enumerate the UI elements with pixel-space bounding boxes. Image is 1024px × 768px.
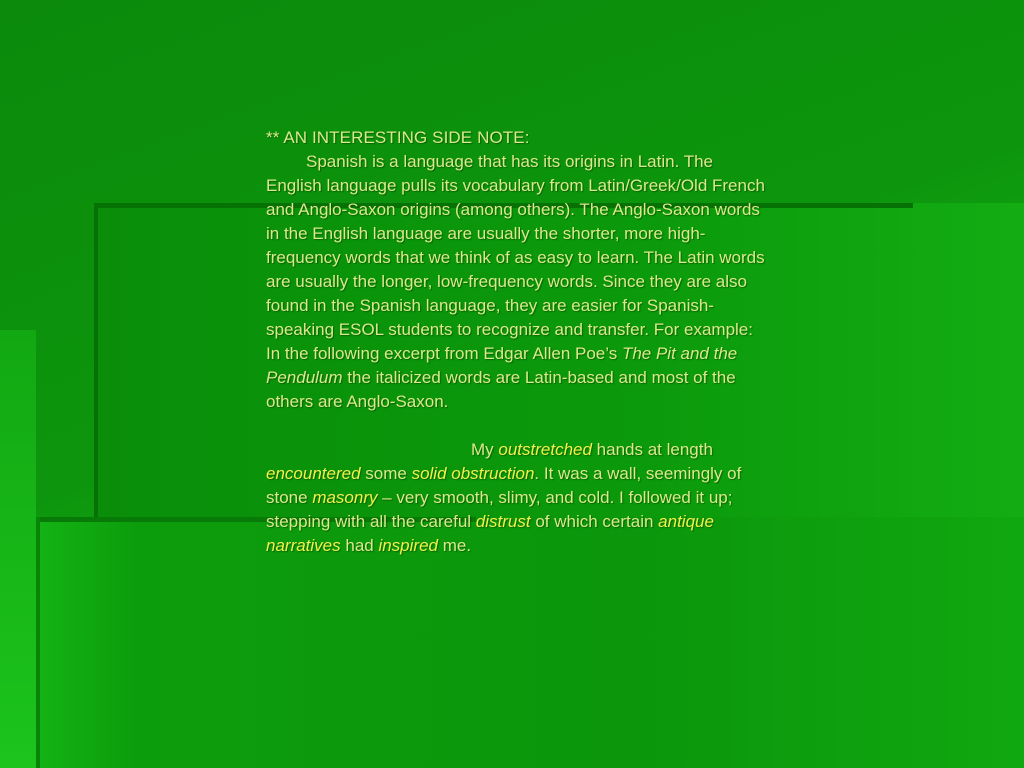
excerpt-text: . It was a wall, seemingly of stone [266, 464, 742, 507]
side-note-heading: ** AN INTERESTING SIDE NOTE: [266, 128, 530, 147]
excerpt-text: My [471, 440, 499, 459]
excerpt-text: me. [438, 536, 472, 555]
excerpt-text: some [360, 464, 412, 483]
excerpt-text: hands at length [591, 440, 713, 459]
excerpt-text: of which certain [530, 512, 659, 531]
paragraph-text: Spanish is a language that has its origins in Latin. The English language pulls its vocabulary from Latin/Greek/Old French and Anglo-Saxon origins (among others). The Anglo-Saxon words in the English language are usually the shorter, more high-frequency words that we think of as easy to learn. The Latin words are usually the longer, low-frequency words. Since they are also found in the Spanish language, they are easier for Spanish-speaking ESOL students to recognize and transfer. For example: In the following excerpt from Edgar Allen Poe’s [266, 152, 765, 363]
excerpt-text: – very smooth, slimy, and cold. I followed it up; stepping with all the careful [266, 488, 733, 531]
paragraph-text: the italicized words are Latin-based and most of the others are Anglo-Saxon. [266, 368, 736, 411]
background-glow [0, 330, 36, 768]
latin-word: inspired [378, 536, 438, 555]
side-note-paragraph [266, 150, 766, 414]
excerpt-text: had [340, 536, 379, 555]
latin-word: encountered [266, 464, 361, 483]
slide-body [266, 126, 766, 558]
latin-word: masonry [312, 488, 378, 507]
book-title: The Pit and the Pendulum [266, 344, 738, 387]
background-panel-front-edge-left [36, 517, 40, 768]
latin-word: solid obstruction [411, 464, 535, 483]
latin-word: antique narratives [266, 512, 714, 555]
poe-excerpt [266, 438, 766, 558]
latin-word: distrust [475, 512, 531, 531]
latin-word: outstretched [498, 440, 592, 459]
